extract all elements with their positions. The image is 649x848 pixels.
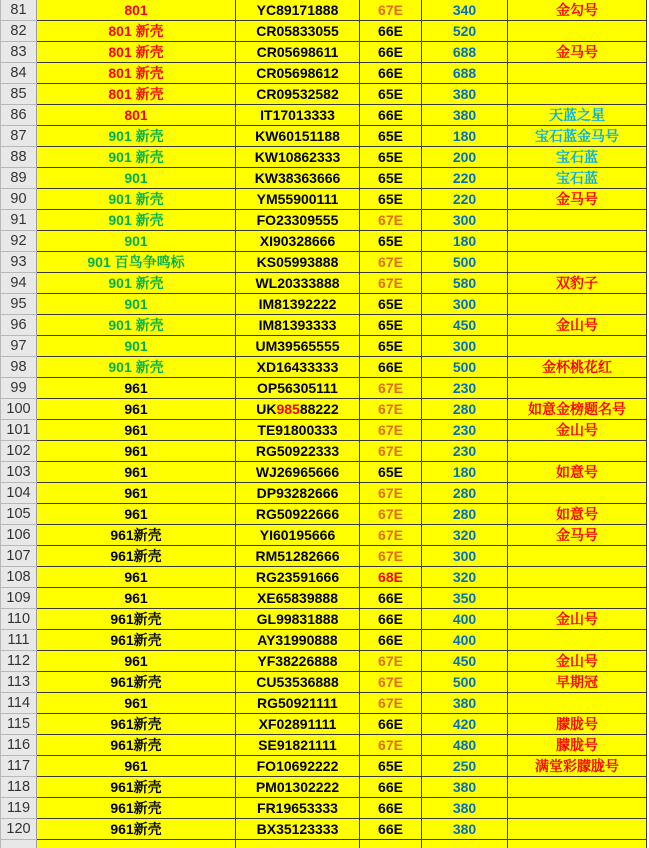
grade-cell[interactable]: 67E xyxy=(360,252,422,273)
table-row xyxy=(1,462,647,483)
row-header[interactable]: 119 xyxy=(1,798,37,819)
nickname-cell[interactable]: 金山号 xyxy=(508,420,647,441)
nickname-cell[interactable]: 如意号 xyxy=(508,504,647,525)
price-cell[interactable]: 280 xyxy=(422,399,508,420)
grade-cell[interactable]: 67E xyxy=(360,525,422,546)
nickname-cell[interactable] xyxy=(508,336,647,357)
model-cell[interactable]: 901 新壳 xyxy=(37,147,236,168)
table-row xyxy=(1,315,647,336)
serial-cell[interactable]: CR05833055 xyxy=(236,21,360,42)
row-header[interactable]: 88 xyxy=(1,147,37,168)
price-cell[interactable]: 688 xyxy=(422,63,508,84)
nickname-cell[interactable]: 朦胧号 xyxy=(508,714,647,735)
row-header[interactable]: 96 xyxy=(1,315,37,336)
row-header[interactable]: 110 xyxy=(1,609,37,630)
model-cell[interactable]: 961新壳 xyxy=(37,630,236,651)
row-header[interactable]: 101 xyxy=(1,420,37,441)
grade-cell[interactable]: 67E xyxy=(360,420,422,441)
serial-cell[interactable] xyxy=(236,399,360,420)
row-header[interactable]: 114 xyxy=(1,693,37,714)
table-row xyxy=(1,567,647,588)
grade-cell[interactable]: 67E xyxy=(360,399,422,420)
grade-cell[interactable]: 67E xyxy=(360,0,422,21)
nickname-cell[interactable]: 宝石蓝 xyxy=(508,168,647,189)
row-header[interactable]: 82 xyxy=(1,21,37,42)
price-cell[interactable]: 300 xyxy=(422,294,508,315)
price-cell[interactable]: 380 xyxy=(422,693,508,714)
grade-cell[interactable]: 66E xyxy=(360,21,422,42)
serial-cell[interactable]: FO10692222 xyxy=(236,756,360,777)
model-cell[interactable]: 961 xyxy=(37,504,236,525)
model-cell[interactable]: 901 xyxy=(37,231,236,252)
serial-cell[interactable]: RG50922666 xyxy=(236,504,360,525)
grade-cell[interactable]: 65E xyxy=(360,147,422,168)
nickname-cell[interactable] xyxy=(508,630,647,651)
serial-cell[interactable]: IT17013333 xyxy=(236,105,360,126)
serial-highlight: 985 xyxy=(276,401,300,417)
table-row xyxy=(1,714,647,735)
table-row xyxy=(1,21,647,42)
nickname-cell[interactable] xyxy=(508,63,647,84)
grade-cell[interactable]: 67E xyxy=(360,441,422,462)
serial-cell[interactable]: AY31990888 xyxy=(236,630,360,651)
nickname-cell[interactable]: 金勾号 xyxy=(508,0,647,21)
serial-cell[interactable]: YM55900111 xyxy=(236,189,360,210)
grade-cell[interactable]: 65E xyxy=(360,189,422,210)
row-header[interactable]: 117 xyxy=(1,756,37,777)
nickname-cell[interactable] xyxy=(508,798,647,819)
table-row xyxy=(1,294,647,315)
table-row xyxy=(1,63,647,84)
table-row xyxy=(1,399,647,420)
row-header[interactable]: 104 xyxy=(1,483,37,504)
model-cell[interactable]: 961 xyxy=(37,420,236,441)
nickname-cell[interactable]: 早期冠 xyxy=(508,672,647,693)
serial-cell[interactable]: PM01302222 xyxy=(236,777,360,798)
empty-cell[interactable] xyxy=(236,840,360,848)
price-cell[interactable]: 450 xyxy=(422,651,508,672)
table-row xyxy=(1,168,647,189)
table-row xyxy=(1,693,647,714)
serial-cell[interactable]: SE91821111 xyxy=(236,735,360,756)
model-cell[interactable]: 961 xyxy=(37,756,236,777)
serial-cell[interactable]: CR05698612 xyxy=(236,63,360,84)
table-row xyxy=(1,441,647,462)
table-row xyxy=(1,273,647,294)
serial-cell[interactable]: KS05993888 xyxy=(236,252,360,273)
row-header[interactable]: 98 xyxy=(1,357,37,378)
serial-cell[interactable]: XI90328666 xyxy=(236,231,360,252)
row-header[interactable]: 85 xyxy=(1,84,37,105)
model-cell[interactable]: 961 xyxy=(37,588,236,609)
nickname-cell[interactable]: 金马号 xyxy=(508,525,647,546)
model-cell[interactable]: 961 xyxy=(37,378,236,399)
price-cell[interactable]: 230 xyxy=(422,378,508,399)
model-cell[interactable]: 961新壳 xyxy=(37,819,236,840)
nickname-cell[interactable] xyxy=(508,84,647,105)
grade-cell[interactable]: 67E xyxy=(360,651,422,672)
row-header[interactable]: 116 xyxy=(1,735,37,756)
table-row xyxy=(1,378,647,399)
model-cell[interactable]: 901 新壳 xyxy=(37,357,236,378)
model-cell[interactable]: 961 xyxy=(37,693,236,714)
model-cell[interactable]: 801 xyxy=(37,105,236,126)
table-row xyxy=(1,777,647,798)
table-row xyxy=(1,126,647,147)
serial-cell[interactable]: RG50921111 xyxy=(236,693,360,714)
price-cell[interactable]: 500 xyxy=(422,672,508,693)
grade-cell[interactable]: 67E xyxy=(360,210,422,231)
nickname-cell[interactable] xyxy=(508,210,647,231)
row-header[interactable]: 83 xyxy=(1,42,37,63)
model-cell[interactable]: 961 xyxy=(37,462,236,483)
model-cell[interactable]: 961新壳 xyxy=(37,672,236,693)
grade-cell[interactable]: 67E xyxy=(360,546,422,567)
nickname-cell[interactable] xyxy=(508,378,647,399)
grade-cell[interactable]: 66E xyxy=(360,357,422,378)
nickname-cell[interactable] xyxy=(508,588,647,609)
table-row xyxy=(1,588,647,609)
grade-cell[interactable]: 67E xyxy=(360,483,422,504)
nickname-cell[interactable] xyxy=(508,252,647,273)
model-cell[interactable]: 961新壳 xyxy=(37,798,236,819)
price-cell[interactable]: 420 xyxy=(422,714,508,735)
serial-cell[interactable]: FO23309555 xyxy=(236,210,360,231)
grade-cell[interactable]: 67E xyxy=(360,378,422,399)
model-cell[interactable]: 961 xyxy=(37,441,236,462)
serial-cell[interactable]: CU53536888 xyxy=(236,672,360,693)
model-cell[interactable]: 961新壳 xyxy=(37,714,236,735)
serial-cell[interactable]: YF38226888 xyxy=(236,651,360,672)
row-header[interactable]: 118 xyxy=(1,777,37,798)
price-cell[interactable]: 280 xyxy=(422,504,508,525)
grade-cell[interactable]: 65E xyxy=(360,168,422,189)
grade-cell[interactable]: 65E xyxy=(360,462,422,483)
grade-cell[interactable]: 65E xyxy=(360,84,422,105)
nickname-cell[interactable] xyxy=(508,21,647,42)
table-row xyxy=(1,651,647,672)
model-cell[interactable]: 901 xyxy=(37,168,236,189)
model-cell[interactable]: 961新壳 xyxy=(37,609,236,630)
grade-cell[interactable]: 67E xyxy=(360,693,422,714)
grade-cell[interactable]: 65E xyxy=(360,315,422,336)
grade-cell[interactable]: 65E xyxy=(360,756,422,777)
row-header[interactable]: 99 xyxy=(1,378,37,399)
serial-cell[interactable]: DP93282666 xyxy=(236,483,360,504)
table-row xyxy=(1,231,647,252)
table-row xyxy=(1,42,647,63)
table-row xyxy=(1,504,647,525)
row-header[interactable]: 86 xyxy=(1,105,37,126)
model-cell[interactable]: 961新壳 xyxy=(37,735,236,756)
price-cell[interactable]: 300 xyxy=(422,546,508,567)
model-cell[interactable]: 801 新壳 xyxy=(37,84,236,105)
price-cell[interactable]: 400 xyxy=(422,630,508,651)
grade-cell[interactable]: 65E xyxy=(360,231,422,252)
model-cell[interactable]: 901 新壳 xyxy=(37,273,236,294)
table-row xyxy=(1,609,647,630)
price-cell[interactable]: 500 xyxy=(422,357,508,378)
row-header[interactable]: 112 xyxy=(1,651,37,672)
grade-cell[interactable]: 67E xyxy=(360,273,422,294)
serial-cell[interactable]: WJ26965666 xyxy=(236,462,360,483)
serial-cell[interactable]: GL99831888 xyxy=(236,609,360,630)
model-cell[interactable]: 801 新壳 xyxy=(37,21,236,42)
nickname-cell[interactable]: 朦胧号 xyxy=(508,735,647,756)
row-header[interactable]: 93 xyxy=(1,252,37,273)
nickname-cell[interactable]: 金杯桃花红 xyxy=(508,357,647,378)
price-cell[interactable]: 320 xyxy=(422,567,508,588)
grade-cell[interactable]: 67E xyxy=(360,504,422,525)
price-cell[interactable]: 400 xyxy=(422,609,508,630)
grade-cell[interactable]: 66E xyxy=(360,714,422,735)
grade-cell[interactable]: 65E xyxy=(360,294,422,315)
row-header[interactable]: 89 xyxy=(1,168,37,189)
serial-cell[interactable]: XE65839888 xyxy=(236,588,360,609)
grade-cell[interactable]: 66E xyxy=(360,609,422,630)
serial-cell[interactable]: KW38363666 xyxy=(236,168,360,189)
row-header[interactable]: 105 xyxy=(1,504,37,525)
nickname-cell[interactable] xyxy=(508,819,647,840)
table-row xyxy=(1,546,647,567)
serial-cell[interactable]: BX35123333 xyxy=(236,819,360,840)
row-header[interactable]: 102 xyxy=(1,441,37,462)
serial-cell[interactable]: TE91800333 xyxy=(236,420,360,441)
table-row xyxy=(1,756,647,777)
nickname-cell[interactable] xyxy=(508,693,647,714)
table-row xyxy=(1,798,647,819)
nickname-cell[interactable] xyxy=(508,294,647,315)
table-row xyxy=(1,189,647,210)
row-header[interactable]: 91 xyxy=(1,210,37,231)
price-cell[interactable]: 520 xyxy=(422,21,508,42)
price-cell[interactable]: 200 xyxy=(422,147,508,168)
nickname-cell[interactable]: 金山号 xyxy=(508,651,647,672)
table-row xyxy=(1,672,647,693)
serial-cell[interactable]: CR05698611 xyxy=(236,42,360,63)
price-cell[interactable]: 380 xyxy=(422,798,508,819)
row-header[interactable]: 106 xyxy=(1,525,37,546)
serial-cell[interactable]: CR09532582 xyxy=(236,84,360,105)
nickname-cell[interactable] xyxy=(508,483,647,504)
serial-cell[interactable]: FR19653333 xyxy=(236,798,360,819)
row-header[interactable]: 107 xyxy=(1,546,37,567)
grade-cell[interactable]: 67E xyxy=(360,672,422,693)
row-header[interactable]: 90 xyxy=(1,189,37,210)
table-row xyxy=(1,147,647,168)
price-cell[interactable]: 320 xyxy=(422,525,508,546)
serial-cell[interactable]: RG50922333 xyxy=(236,441,360,462)
empty-cell[interactable] xyxy=(37,840,236,848)
nickname-cell[interactable] xyxy=(508,546,647,567)
nickname-cell[interactable]: 天蓝之星 xyxy=(508,105,647,126)
grade-cell[interactable]: 66E xyxy=(360,819,422,840)
price-cell[interactable]: 380 xyxy=(422,105,508,126)
price-cell[interactable]: 380 xyxy=(422,777,508,798)
model-cell[interactable]: 961新壳 xyxy=(37,546,236,567)
price-cell[interactable]: 180 xyxy=(422,462,508,483)
row-header[interactable]: 81 xyxy=(1,0,37,21)
nickname-cell[interactable]: 如意金榜题名号 xyxy=(508,399,647,420)
model-cell[interactable]: 901 xyxy=(37,336,236,357)
nickname-cell[interactable]: 宝石蓝金马号 xyxy=(508,126,647,147)
serial-cell[interactable]: YC89171888 xyxy=(236,0,360,21)
table-row xyxy=(1,84,647,105)
serial-cell[interactable]: IM81393333 xyxy=(236,315,360,336)
model-cell[interactable]: 801 xyxy=(37,0,236,21)
table-row-partial xyxy=(1,840,647,848)
row-header[interactable]: 87 xyxy=(1,126,37,147)
table-row xyxy=(1,210,647,231)
table-row xyxy=(1,483,647,504)
row-header[interactable]: 111 xyxy=(1,630,37,651)
nickname-cell[interactable]: 满堂彩朦胧号 xyxy=(508,756,647,777)
price-cell[interactable]: 580 xyxy=(422,273,508,294)
serial-cell[interactable]: XD16433333 xyxy=(236,357,360,378)
model-cell[interactable]: 961 xyxy=(37,651,236,672)
model-cell[interactable]: 901 新壳 xyxy=(37,189,236,210)
empty-cell[interactable] xyxy=(360,840,422,848)
price-cell[interactable]: 300 xyxy=(422,336,508,357)
nickname-cell[interactable]: 如意号 xyxy=(508,462,647,483)
grade-cell[interactable]: 65E xyxy=(360,126,422,147)
serial-cell[interactable]: RM51282666 xyxy=(236,546,360,567)
model-cell[interactable]: 901 xyxy=(37,294,236,315)
model-cell[interactable]: 901 新壳 xyxy=(37,315,236,336)
model-cell[interactable]: 901 新壳 xyxy=(37,210,236,231)
model-cell[interactable]: 901 百鸟争鸣标 xyxy=(37,252,236,273)
model-cell[interactable]: 961 xyxy=(37,567,236,588)
nickname-cell[interactable] xyxy=(508,777,647,798)
row-header[interactable]: 113 xyxy=(1,672,37,693)
model-cell[interactable]: 961 xyxy=(37,399,236,420)
grade-cell[interactable]: 66E xyxy=(360,777,422,798)
nickname-cell[interactable]: 金马号 xyxy=(508,42,647,63)
grade-cell[interactable]: 66E xyxy=(360,798,422,819)
price-cell[interactable]: 688 xyxy=(422,42,508,63)
serial-cell[interactable]: OP56305111 xyxy=(236,378,360,399)
table-row xyxy=(1,630,647,651)
price-cell[interactable]: 280 xyxy=(422,483,508,504)
table-row xyxy=(1,0,647,21)
nickname-cell[interactable]: 宝石蓝 xyxy=(508,147,647,168)
row-header[interactable]: 120 xyxy=(1,819,37,840)
empty-cell[interactable] xyxy=(422,840,508,848)
table-row xyxy=(1,819,647,840)
grade-cell[interactable]: 65E xyxy=(360,336,422,357)
table-row xyxy=(1,336,647,357)
grade-cell[interactable]: 66E xyxy=(360,105,422,126)
model-cell[interactable]: 901 新壳 xyxy=(37,126,236,147)
nickname-cell[interactable]: 金山号 xyxy=(508,315,647,336)
row-header[interactable]: 94 xyxy=(1,273,37,294)
nickname-cell[interactable]: 金马号 xyxy=(508,189,647,210)
price-cell[interactable]: 250 xyxy=(422,756,508,777)
table-row xyxy=(1,525,647,546)
table-row xyxy=(1,420,647,441)
price-cell[interactable]: 450 xyxy=(422,315,508,336)
row-header[interactable]: 108 xyxy=(1,567,37,588)
price-cell[interactable]: 500 xyxy=(422,252,508,273)
serial-cell[interactable]: UM39565555 xyxy=(236,336,360,357)
serial-cell[interactable]: KW60151188 xyxy=(236,126,360,147)
nickname-cell[interactable]: 双豹子 xyxy=(508,273,647,294)
nickname-cell[interactable] xyxy=(508,231,647,252)
empty-cell[interactable] xyxy=(1,840,37,848)
serial-cell[interactable]: RG23591666 xyxy=(236,567,360,588)
serial-cell[interactable]: YI60195666 xyxy=(236,525,360,546)
row-header[interactable]: 97 xyxy=(1,336,37,357)
price-cell[interactable]: 220 xyxy=(422,189,508,210)
nickname-cell[interactable]: 金山号 xyxy=(508,609,647,630)
price-cell[interactable]: 220 xyxy=(422,168,508,189)
nickname-cell[interactable] xyxy=(508,567,647,588)
price-cell[interactable]: 480 xyxy=(422,735,508,756)
price-cell[interactable]: 380 xyxy=(422,819,508,840)
empty-cell[interactable] xyxy=(508,840,647,848)
price-cell[interactable]: 380 xyxy=(422,84,508,105)
grade-cell[interactable]: 68E xyxy=(360,567,422,588)
row-header[interactable]: 109 xyxy=(1,588,37,609)
serial-cell[interactable]: KW10862333 xyxy=(236,147,360,168)
nickname-cell[interactable] xyxy=(508,441,647,462)
price-cell[interactable]: 230 xyxy=(422,420,508,441)
price-cell[interactable]: 340 xyxy=(422,0,508,21)
row-header[interactable]: 92 xyxy=(1,231,37,252)
model-cell[interactable]: 801 新壳 xyxy=(37,63,236,84)
model-cell[interactable]: 801 新壳 xyxy=(37,42,236,63)
model-cell[interactable]: 961 xyxy=(37,483,236,504)
grade-cell[interactable]: 66E xyxy=(360,42,422,63)
grade-cell[interactable]: 66E xyxy=(360,630,422,651)
row-header[interactable]: 115 xyxy=(1,714,37,735)
table-row xyxy=(1,105,647,126)
serial-part: 88222 xyxy=(299,401,339,417)
serial-cell[interactable]: WL20333888 xyxy=(236,273,360,294)
row-header[interactable]: 100 xyxy=(1,399,37,420)
model-cell[interactable]: 961新壳 xyxy=(37,525,236,546)
price-cell[interactable]: 350 xyxy=(422,588,508,609)
row-header[interactable]: 103 xyxy=(1,462,37,483)
table-row xyxy=(1,252,647,273)
price-cell[interactable]: 230 xyxy=(422,441,508,462)
grade-cell[interactable]: 66E xyxy=(360,588,422,609)
table-row xyxy=(1,735,647,756)
price-cell[interactable]: 180 xyxy=(422,231,508,252)
serial-part: UK xyxy=(256,401,277,417)
model-cell[interactable]: 961新壳 xyxy=(37,777,236,798)
serial-cell[interactable]: IM81392222 xyxy=(236,294,360,315)
grade-cell[interactable]: 66E xyxy=(360,63,422,84)
grade-cell[interactable]: 67E xyxy=(360,735,422,756)
row-header[interactable]: 84 xyxy=(1,63,37,84)
table-body xyxy=(1,0,647,848)
serial-cell[interactable]: XF02891111 xyxy=(236,714,360,735)
table-row xyxy=(1,357,647,378)
price-cell[interactable]: 300 xyxy=(422,210,508,231)
row-header[interactable]: 95 xyxy=(1,294,37,315)
price-cell[interactable]: 180 xyxy=(422,126,508,147)
